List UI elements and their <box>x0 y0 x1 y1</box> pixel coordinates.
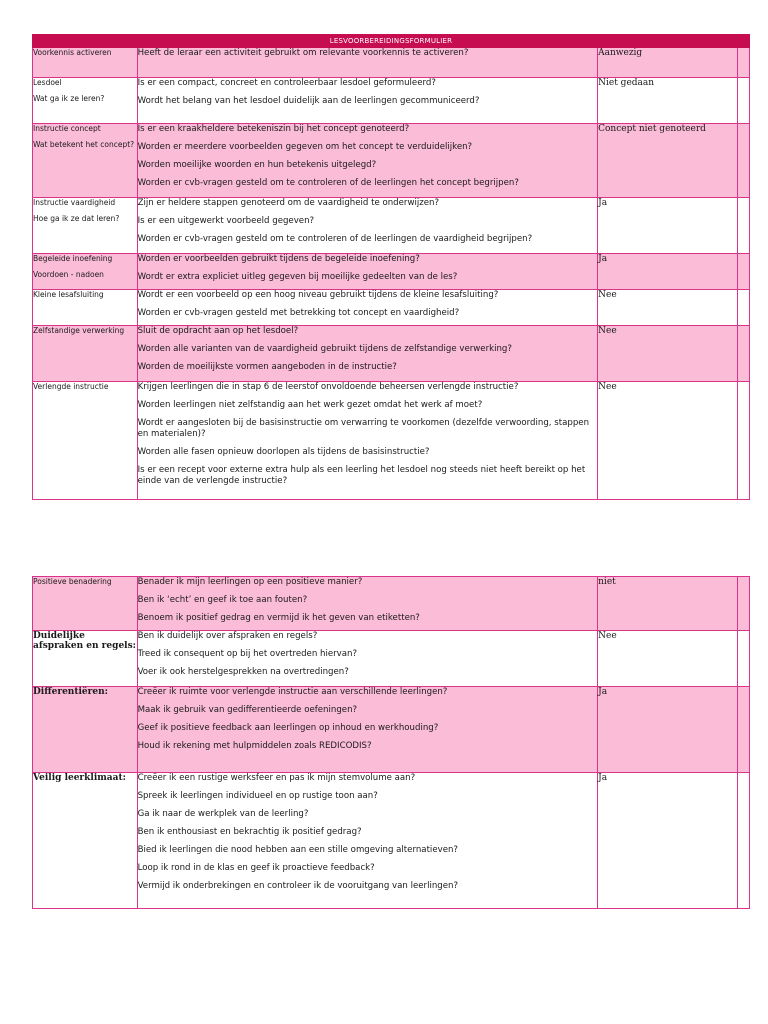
answer-cell <box>598 382 738 500</box>
question-text: Is er een recept voor externe extra hulp als een leerling het lesdoel nog steeds niet heeft bereikt op het einde van de verlengde instructie? <box>137 465 586 486</box>
answer-cell <box>598 631 738 687</box>
spacer-cell <box>737 577 749 631</box>
answer-cell <box>598 254 738 290</box>
form-row <box>33 326 750 382</box>
form-row <box>33 254 750 290</box>
question-text: Ga ik naar de werkplek van de leerling? <box>137 809 309 819</box>
spacer-cell <box>737 290 749 326</box>
answer-text: Nee <box>598 326 617 336</box>
question-text: Worden alle varianten van de vaardigheid gebruikt tijdens de zelfstandige verwerking? <box>137 344 512 354</box>
question-text: Worden moeilijke woorden en hun betekenis uitgelegd? <box>137 160 377 170</box>
question-text: Geef ik positieve feedback aan leerlingen op inhoud en werkhouding? <box>137 723 439 733</box>
form-title: LESVOORBEREIDINGSFORMULIER <box>33 35 750 48</box>
row-label: Duidelijke afspraken en regels: <box>33 631 136 651</box>
question-text: Zijn er heldere stappen genoteerd om de vaardigheid te onderwijzen? <box>137 198 440 208</box>
form-row <box>33 124 750 198</box>
question-text: Benader ik mijn leerlingen op een positieve manier? <box>137 577 363 587</box>
questions-cell <box>137 124 598 198</box>
answer-text: Niet gedaan <box>598 78 655 88</box>
row-label: Lesdoel <box>33 78 62 87</box>
questions-cell <box>137 577 598 631</box>
question-text: Worden er cvb-vragen gesteld om te controleren of de leerlingen de vaardigheid begrijpen? <box>137 234 533 244</box>
row-label: Hoe ga ik ze dat leren? <box>33 214 120 223</box>
spacer-cell <box>737 48 749 78</box>
question-text: Worden leerlingen niet zelfstandig aan het werk gezet omdat het werk af moet? <box>137 400 483 410</box>
question-text: Worden de moeilijkste vormen aangeboden in de instructie? <box>137 362 397 372</box>
question-text: Spreek ik leerlingen individueel en op rustige toon aan? <box>137 791 378 801</box>
question-text: Is er een kraakheldere betekeniszin bij het concept genoteerd? <box>137 124 410 134</box>
question-text: Krijgen leerlingen die in stap 6 de leerstof onvoldoende beheersen verlengde instructie? <box>137 382 519 392</box>
spacer-cell <box>737 382 749 500</box>
question-text: Sluit de opdracht aan op het lesdoel? <box>137 326 299 336</box>
answer-text: Nee <box>598 290 617 300</box>
question-text: Wordt het belang van het lesdoel duidelijk aan de leerlingen gecommuniceerd? <box>137 96 480 106</box>
question-text: Heeft de leraar een activiteit gebruikt om relevante voorkennis te activeren? <box>137 48 469 58</box>
form-row <box>33 773 750 909</box>
row-label: Positieve benadering <box>33 577 112 586</box>
form-row <box>33 198 750 254</box>
row-label-cell <box>33 382 138 500</box>
spacer-cell <box>737 254 749 290</box>
form-row <box>33 290 750 326</box>
answer-text: Ja <box>598 773 608 783</box>
answer-cell <box>598 198 738 254</box>
question-text: Creëer ik een rustige werksfeer en pas ik mijn stemvolume aan? <box>137 773 416 783</box>
row-label-cell <box>33 48 138 78</box>
lesson-form-table <box>32 34 750 500</box>
row-label-cell <box>33 631 138 687</box>
form-row <box>33 78 750 124</box>
row-label: Instructie concept <box>33 124 101 133</box>
row-label-cell <box>33 773 138 909</box>
spacer-cell <box>737 326 749 382</box>
question-text: Wordt er een voorbeeld op een hoog niveau gebruikt tijdens de kleine lesafsluiting? <box>137 290 499 300</box>
question-text: Ben ik ‘echt’ en geef ik toe aan fouten? <box>137 595 308 605</box>
row-label: Instructie vaardigheid <box>33 198 116 207</box>
question-text: Is er een compact, concreet en controleerbaar lesdoel geformuleerd? <box>137 78 436 88</box>
answer-text: Nee <box>598 382 617 392</box>
spacer-cell <box>737 773 749 909</box>
answer-text: niet <box>598 577 616 587</box>
row-label-cell <box>33 687 138 773</box>
questions-cell <box>137 326 598 382</box>
answer-cell <box>598 78 738 124</box>
spacer-cell <box>737 78 749 124</box>
form-row <box>33 631 750 687</box>
question-text: Worden er cvb-vragen gesteld met betrekking tot concept en vaardigheid? <box>137 308 460 318</box>
question-text: Ben ik duidelijk over afspraken en regels? <box>137 631 318 641</box>
question-text: Treed ik consequent op bij het overtreden hiervan? <box>137 649 358 659</box>
questions-cell <box>137 687 598 773</box>
form-row <box>33 577 750 631</box>
questions-cell <box>137 631 598 687</box>
questions-cell <box>137 382 598 500</box>
questions-cell <box>137 773 598 909</box>
row-label-cell <box>33 290 138 326</box>
row-label: Differentiëren: <box>33 687 108 697</box>
row-label: Zelfstandige verwerking <box>33 326 125 335</box>
answer-text: Aanwezig <box>598 48 643 58</box>
spacer-cell <box>737 198 749 254</box>
answer-cell <box>598 48 738 78</box>
spacer-cell <box>737 124 749 198</box>
row-label: Voordoen - nadoen <box>33 270 104 279</box>
classroom-climate-table <box>32 576 750 909</box>
question-text: Ben ik enthousiast en bekrachtig ik positief gedrag? <box>137 827 362 837</box>
question-text: Voer ik ook herstelgesprekken na overtredingen? <box>137 667 349 677</box>
row-label: Wat betekent het concept? <box>33 140 135 149</box>
question-text: Vermijd ik onderbrekingen en controleer ik de vooruitgang van leerlingen? <box>137 881 459 891</box>
row-label: Begeleide inoefening <box>33 254 113 263</box>
row-label-cell <box>33 326 138 382</box>
questions-cell <box>137 254 598 290</box>
answer-cell <box>598 290 738 326</box>
questions-cell <box>137 290 598 326</box>
answer-cell <box>598 326 738 382</box>
question-text: Loop ik rond in de klas en geef ik proactieve feedback? <box>137 863 375 873</box>
question-text: Bied ik leerlingen die nood hebben aan een stille omgeving alternatieven? <box>137 845 458 855</box>
answer-text: Concept niet genoteerd <box>598 124 706 134</box>
answer-text: Ja <box>598 687 608 697</box>
question-text: Worden er cvb-vragen gesteld om te controleren of de leerlingen het concept begrijpen? <box>137 178 519 188</box>
spacer-cell <box>737 631 749 687</box>
question-text: Benoem ik positief gedrag en vermijd ik het geven van etiketten? <box>137 613 420 623</box>
form-header-row <box>33 35 750 48</box>
row-label-cell <box>33 254 138 290</box>
row-label-cell <box>33 78 138 124</box>
row-label-cell <box>33 577 138 631</box>
row-label: Voorkennis activeren <box>33 48 112 57</box>
row-label: Wat ga ik ze leren? <box>33 94 105 103</box>
answer-cell <box>598 577 738 631</box>
question-text: Worden er voorbeelden gebruikt tijdens de begeleide inoefening? <box>137 254 420 264</box>
spacer-cell <box>737 687 749 773</box>
row-label: Verlengde instructie <box>33 382 109 391</box>
form-row <box>33 48 750 78</box>
questions-cell <box>137 198 598 254</box>
question-text: Worden alle fasen opnieuw doorlopen als tijdens de basisinstructie? <box>137 447 430 457</box>
row-label-cell <box>33 198 138 254</box>
form-row <box>33 382 750 500</box>
question-text: Wordt er extra expliciet uitleg gegeven bij moeilijke gedeelten van de les? <box>137 272 458 282</box>
answer-text: Ja <box>598 198 608 208</box>
questions-cell <box>137 48 598 78</box>
answer-cell <box>598 773 738 909</box>
answer-cell <box>598 687 738 773</box>
question-text: Houd ik rekening met hulpmiddelen zoals REDICODIS? <box>137 741 372 751</box>
row-label: Kleine lesafsluiting <box>33 290 104 299</box>
answer-text: Nee <box>598 631 617 641</box>
row-label: Veilig leerklimaat: <box>33 773 126 783</box>
questions-cell <box>137 78 598 124</box>
row-label-cell <box>33 124 138 198</box>
question-text: Maak ik gebruik van gedifferentieerde oefeningen? <box>137 705 358 715</box>
question-text: Wordt er aangesloten bij de basisinstructie om verwarring te voorkomen (dezelfde verwoording, stappen en materialen)? <box>137 418 590 439</box>
form-row <box>33 687 750 773</box>
question-text: Worden er meerdere voorbeelden gegeven om het concept te verduidelijken? <box>137 142 473 152</box>
question-text: Is er een uitgewerkt voorbeeld gegeven? <box>137 216 315 226</box>
answer-text: Ja <box>598 254 608 264</box>
answer-cell <box>598 124 738 198</box>
question-text: Creëer ik ruimte voor verlengde instructie aan verschillende leerlingen? <box>137 687 448 697</box>
